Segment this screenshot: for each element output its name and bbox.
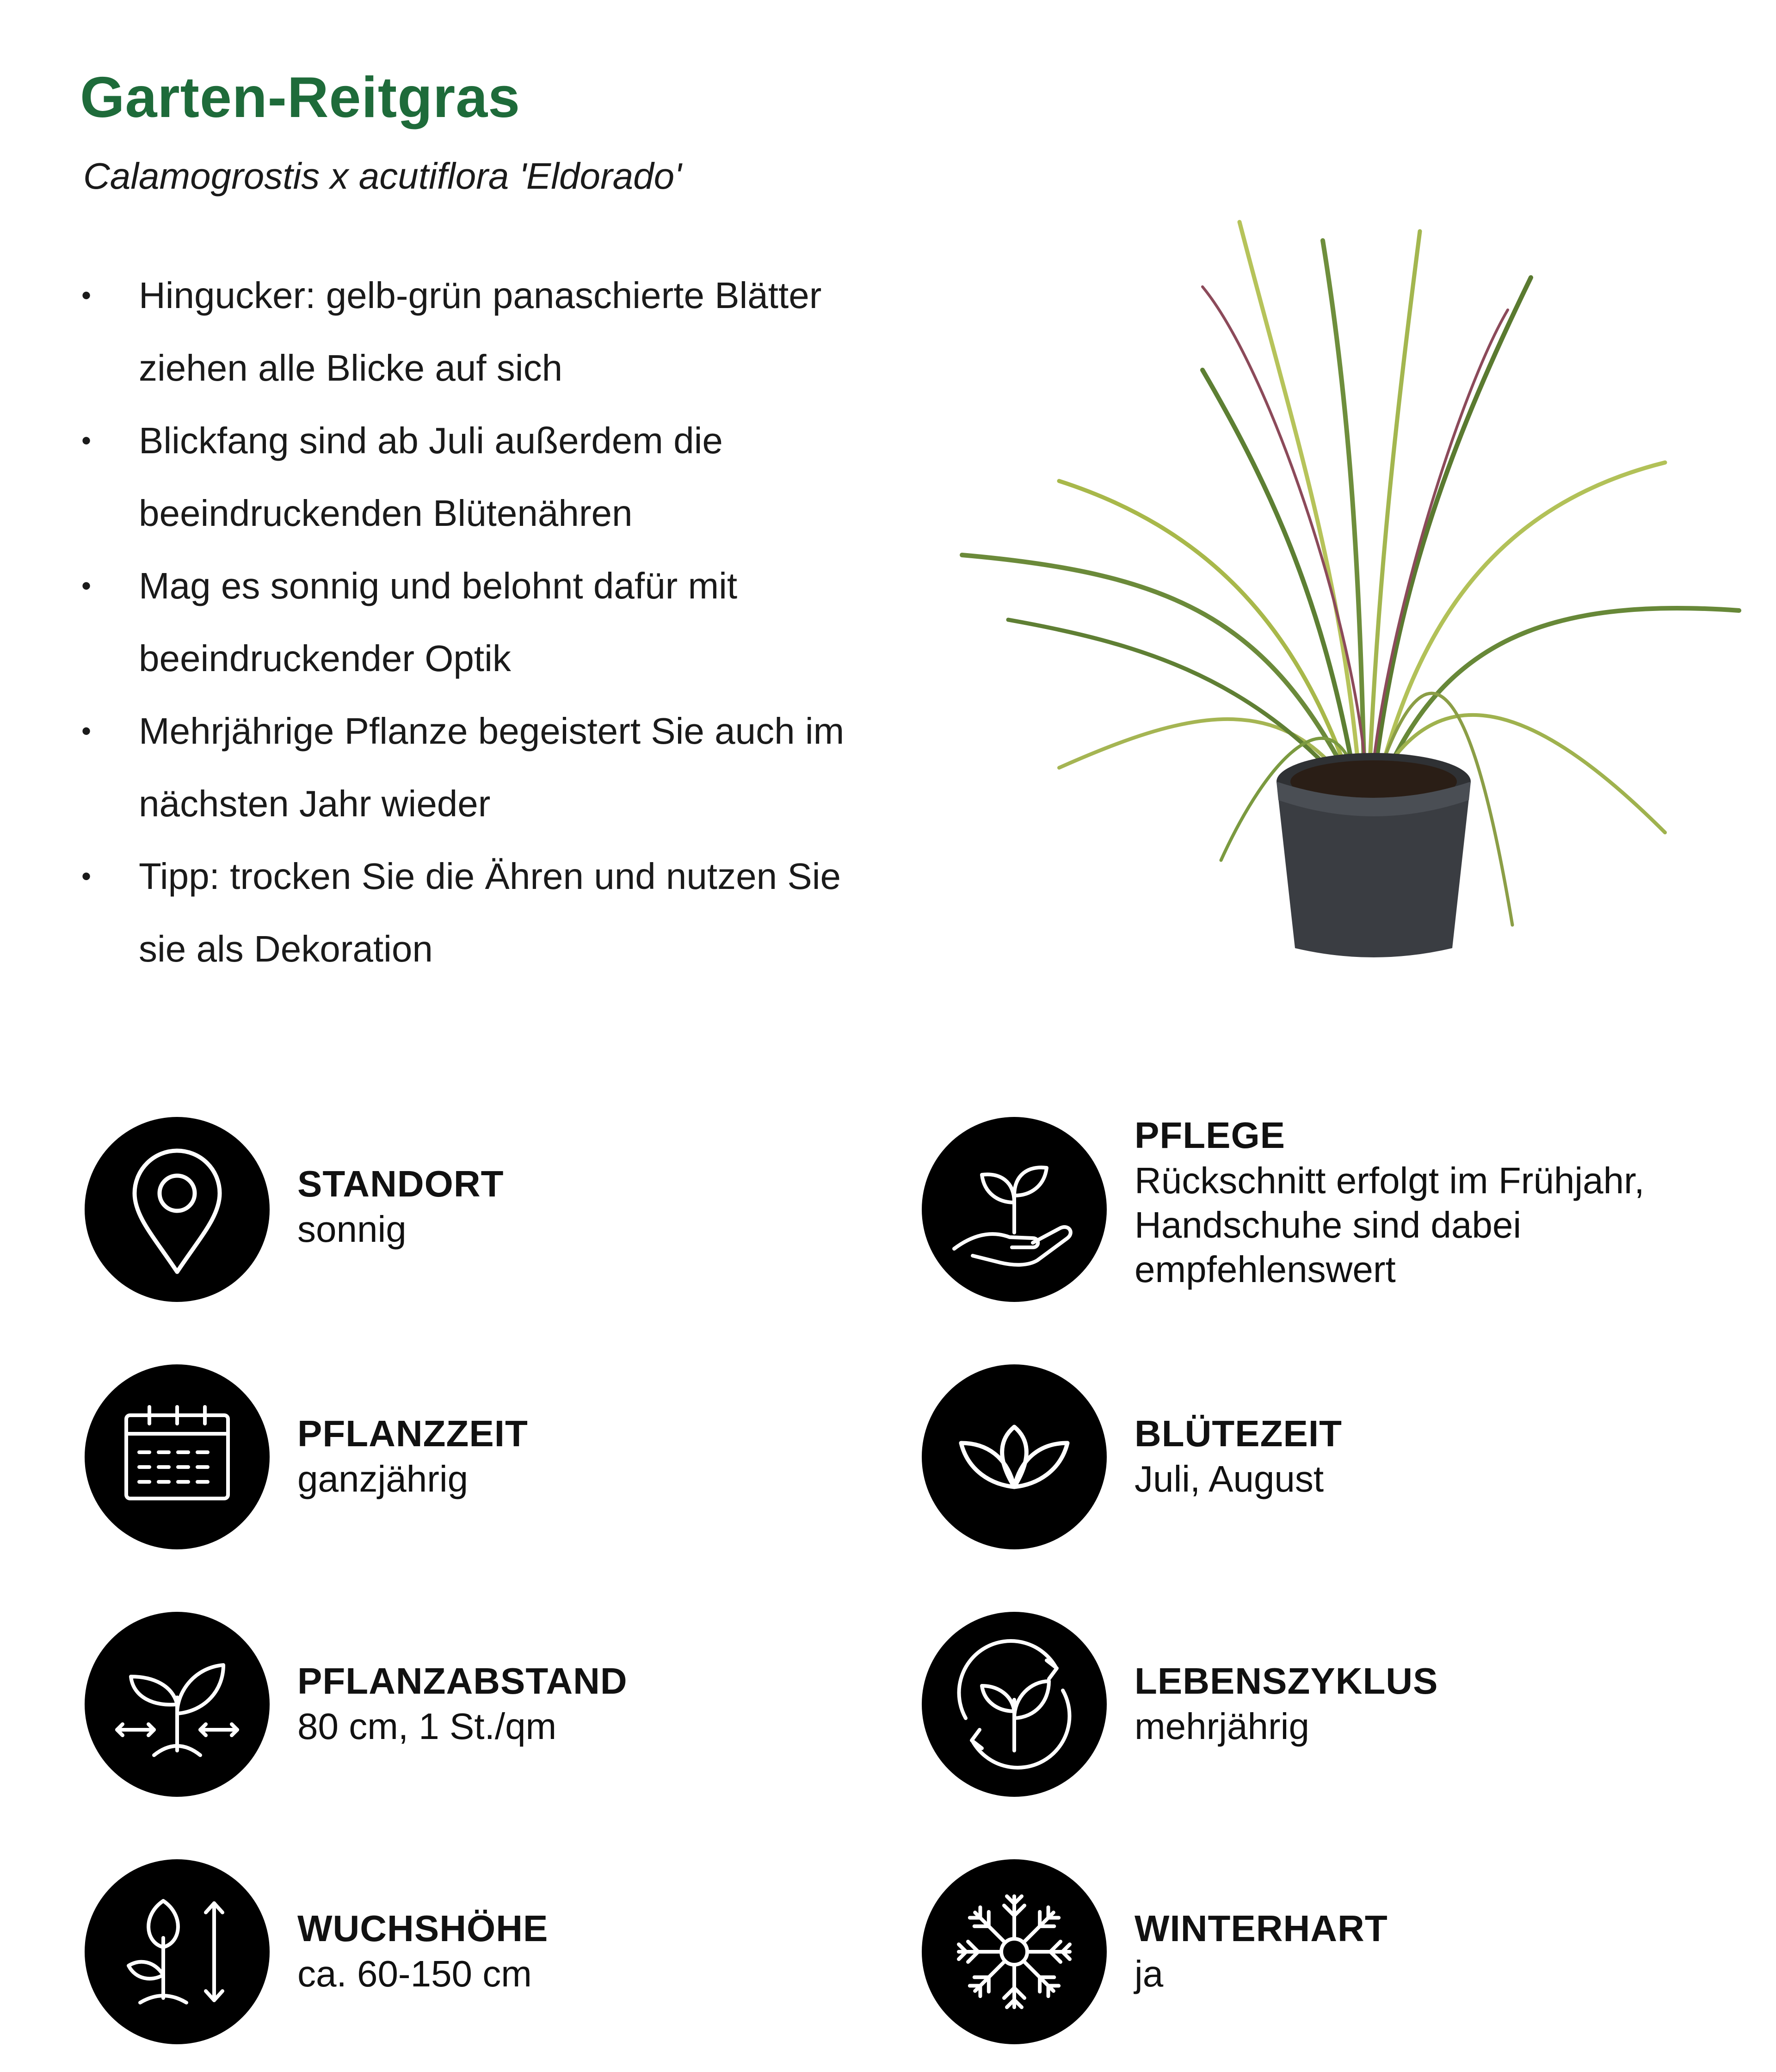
feature-value-line: empfehlenswert (1135, 1249, 1396, 1290)
calendar-icon (85, 1364, 270, 1549)
bullet-item (79, 549, 906, 695)
bullet-line: Blickfang sind ab Juli außerdem die (139, 420, 723, 461)
feature-label: WUCHSHÖHE (297, 1908, 549, 1949)
location-pin-icon (85, 1117, 270, 1302)
feature-value: mehrjährig (1135, 1706, 1309, 1747)
feature-label: PFLANZABSTAND (297, 1660, 628, 1702)
bullet-item (79, 404, 906, 549)
feature-label: PFLANZZEIT (297, 1413, 528, 1454)
feature-pflege (922, 1117, 1708, 1302)
feature-value: sonnig (297, 1209, 407, 1250)
feature-bullet-list (79, 259, 906, 985)
feature-value-line: Rückschnitt erfolgt im Frühjahr, (1135, 1160, 1645, 1201)
bullet-dot-icon: • (81, 715, 92, 746)
hand-sprout-icon (922, 1117, 1107, 1302)
bullet-dot-icon: • (81, 861, 92, 892)
bullet-item (79, 695, 906, 840)
feature-standort (85, 1117, 871, 1302)
feature-pflanzzeit (85, 1364, 871, 1549)
feature-label: BLÜTEZEIT (1135, 1413, 1342, 1454)
feature-value: ca. 60-150 cm (297, 1953, 532, 1994)
feature-value: Juli, August (1135, 1458, 1324, 1499)
potted-grass-image (944, 204, 1758, 971)
feature-pflanzabstand (85, 1612, 871, 1797)
flower-icon (922, 1364, 1107, 1549)
bullet-line: beeindruckenden Blütenähren (139, 493, 633, 534)
feature-label: WINTERHART (1135, 1908, 1388, 1949)
bullet-dot-icon: • (81, 570, 92, 601)
feature-value: 80 cm, 1 St./qm (297, 1706, 557, 1747)
bullet-line: Hingucker: gelb-grün panaschierte Blätter (139, 275, 822, 316)
botanical-name: Calamogrostis x acutiflora 'Eldorado' (83, 155, 682, 197)
bullet-line: sie als Dekoration (139, 928, 433, 969)
bullet-line: ziehen alle Blicke auf sich (139, 347, 563, 388)
plant-height-icon (85, 1859, 270, 2044)
bullet-line: Mag es sonnig und belohnt dafür mit (139, 565, 738, 606)
bullet-item (79, 840, 906, 985)
feature-bluetezeit (922, 1364, 1708, 1549)
bullet-line: beeindruckender Optik (139, 638, 511, 679)
feature-winterhart (922, 1859, 1708, 2044)
feature-value-line: Handschuhe sind dabei (1135, 1204, 1522, 1246)
plant-pot (1276, 753, 1471, 957)
product-title: Garten-Reitgras (80, 66, 521, 130)
feature-value: ja (1135, 1953, 1164, 1994)
bullet-dot-icon: • (81, 425, 92, 456)
feature-label: LEBENSZYKLUS (1135, 1660, 1438, 1702)
feature-label: PFLEGE (1135, 1115, 1286, 1156)
seedling-spacing-icon (85, 1612, 270, 1797)
bullet-line: Mehrjährige Pflanze begeistert Sie auch im (139, 710, 845, 752)
bullet-line: Tipp: trocken Sie die Ähren und nutzen Sie (139, 856, 841, 897)
bullet-line: nächsten Jahr wieder (139, 783, 491, 824)
feature-label: STANDORT (297, 1163, 504, 1204)
bullet-dot-icon: • (81, 280, 92, 311)
feature-lebenszyklus (922, 1612, 1708, 1797)
bullet-item (79, 259, 906, 404)
feature-value: ganzjährig (297, 1458, 469, 1499)
cycle-plant-icon (922, 1612, 1107, 1797)
snowflake-icon (922, 1859, 1107, 2044)
feature-wuchshoehe (85, 1859, 871, 2044)
